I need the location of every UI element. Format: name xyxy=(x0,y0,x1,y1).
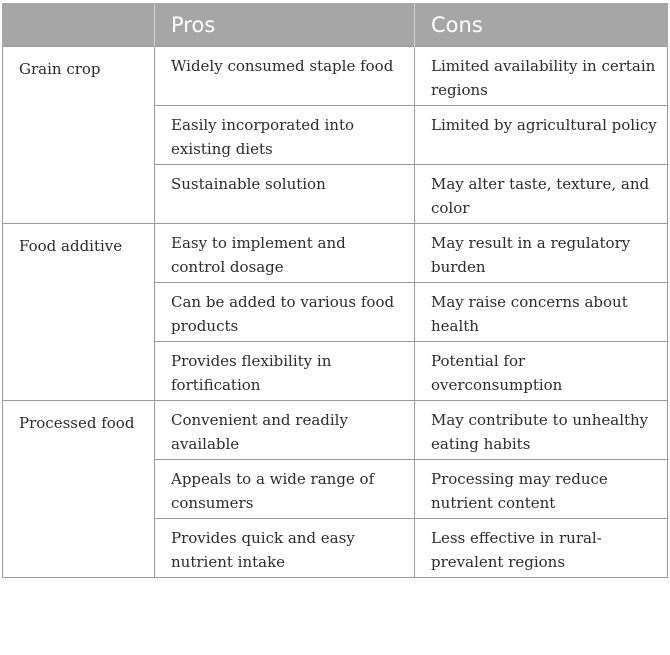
con-cell: May raise concerns about health xyxy=(415,283,668,342)
pro-cell: Easily incorporated into existing diets xyxy=(155,106,415,165)
con-cell: Potential for overconsumption xyxy=(415,342,668,401)
con-cell: May contribute to unhealthy eating habits xyxy=(415,401,668,460)
category-grain-crop: Grain crop xyxy=(3,47,155,224)
table-body xyxy=(3,47,668,578)
category-processed-food: Processed food xyxy=(3,401,155,578)
header-cons: Cons xyxy=(415,3,668,47)
header-row xyxy=(3,3,668,47)
con-cell: May alter taste, texture, and color xyxy=(415,165,668,224)
pro-cell: Easy to implement and control dosage xyxy=(155,224,415,283)
category-food-additive: Food additive xyxy=(3,224,155,401)
table-header xyxy=(3,3,668,47)
pros-cons-table xyxy=(2,3,668,578)
pro-cell: Widely consumed staple food xyxy=(155,47,415,106)
con-cell: May result in a regulatory burden xyxy=(415,224,668,283)
con-cell: Limited availability in certain regions xyxy=(415,47,668,106)
con-cell: Limited by agricultural policy xyxy=(415,106,668,165)
pro-cell: Convenient and readily available xyxy=(155,401,415,460)
pro-cell: Sustainable solution xyxy=(155,165,415,224)
pro-cell: Provides quick and easy nutrient intake xyxy=(155,519,415,578)
table-row xyxy=(3,224,668,283)
con-cell: Processing may reduce nutrient content xyxy=(415,460,668,519)
table-row xyxy=(3,47,668,106)
pro-cell: Appeals to a wide range of consumers xyxy=(155,460,415,519)
table-row xyxy=(3,401,668,460)
header-pros: Pros xyxy=(155,3,415,47)
header-category xyxy=(3,3,155,47)
pro-cell: Can be added to various food products xyxy=(155,283,415,342)
con-cell: Less effective in rural-prevalent regions xyxy=(415,519,668,578)
pro-cell: Provides flexibility in fortification xyxy=(155,342,415,401)
